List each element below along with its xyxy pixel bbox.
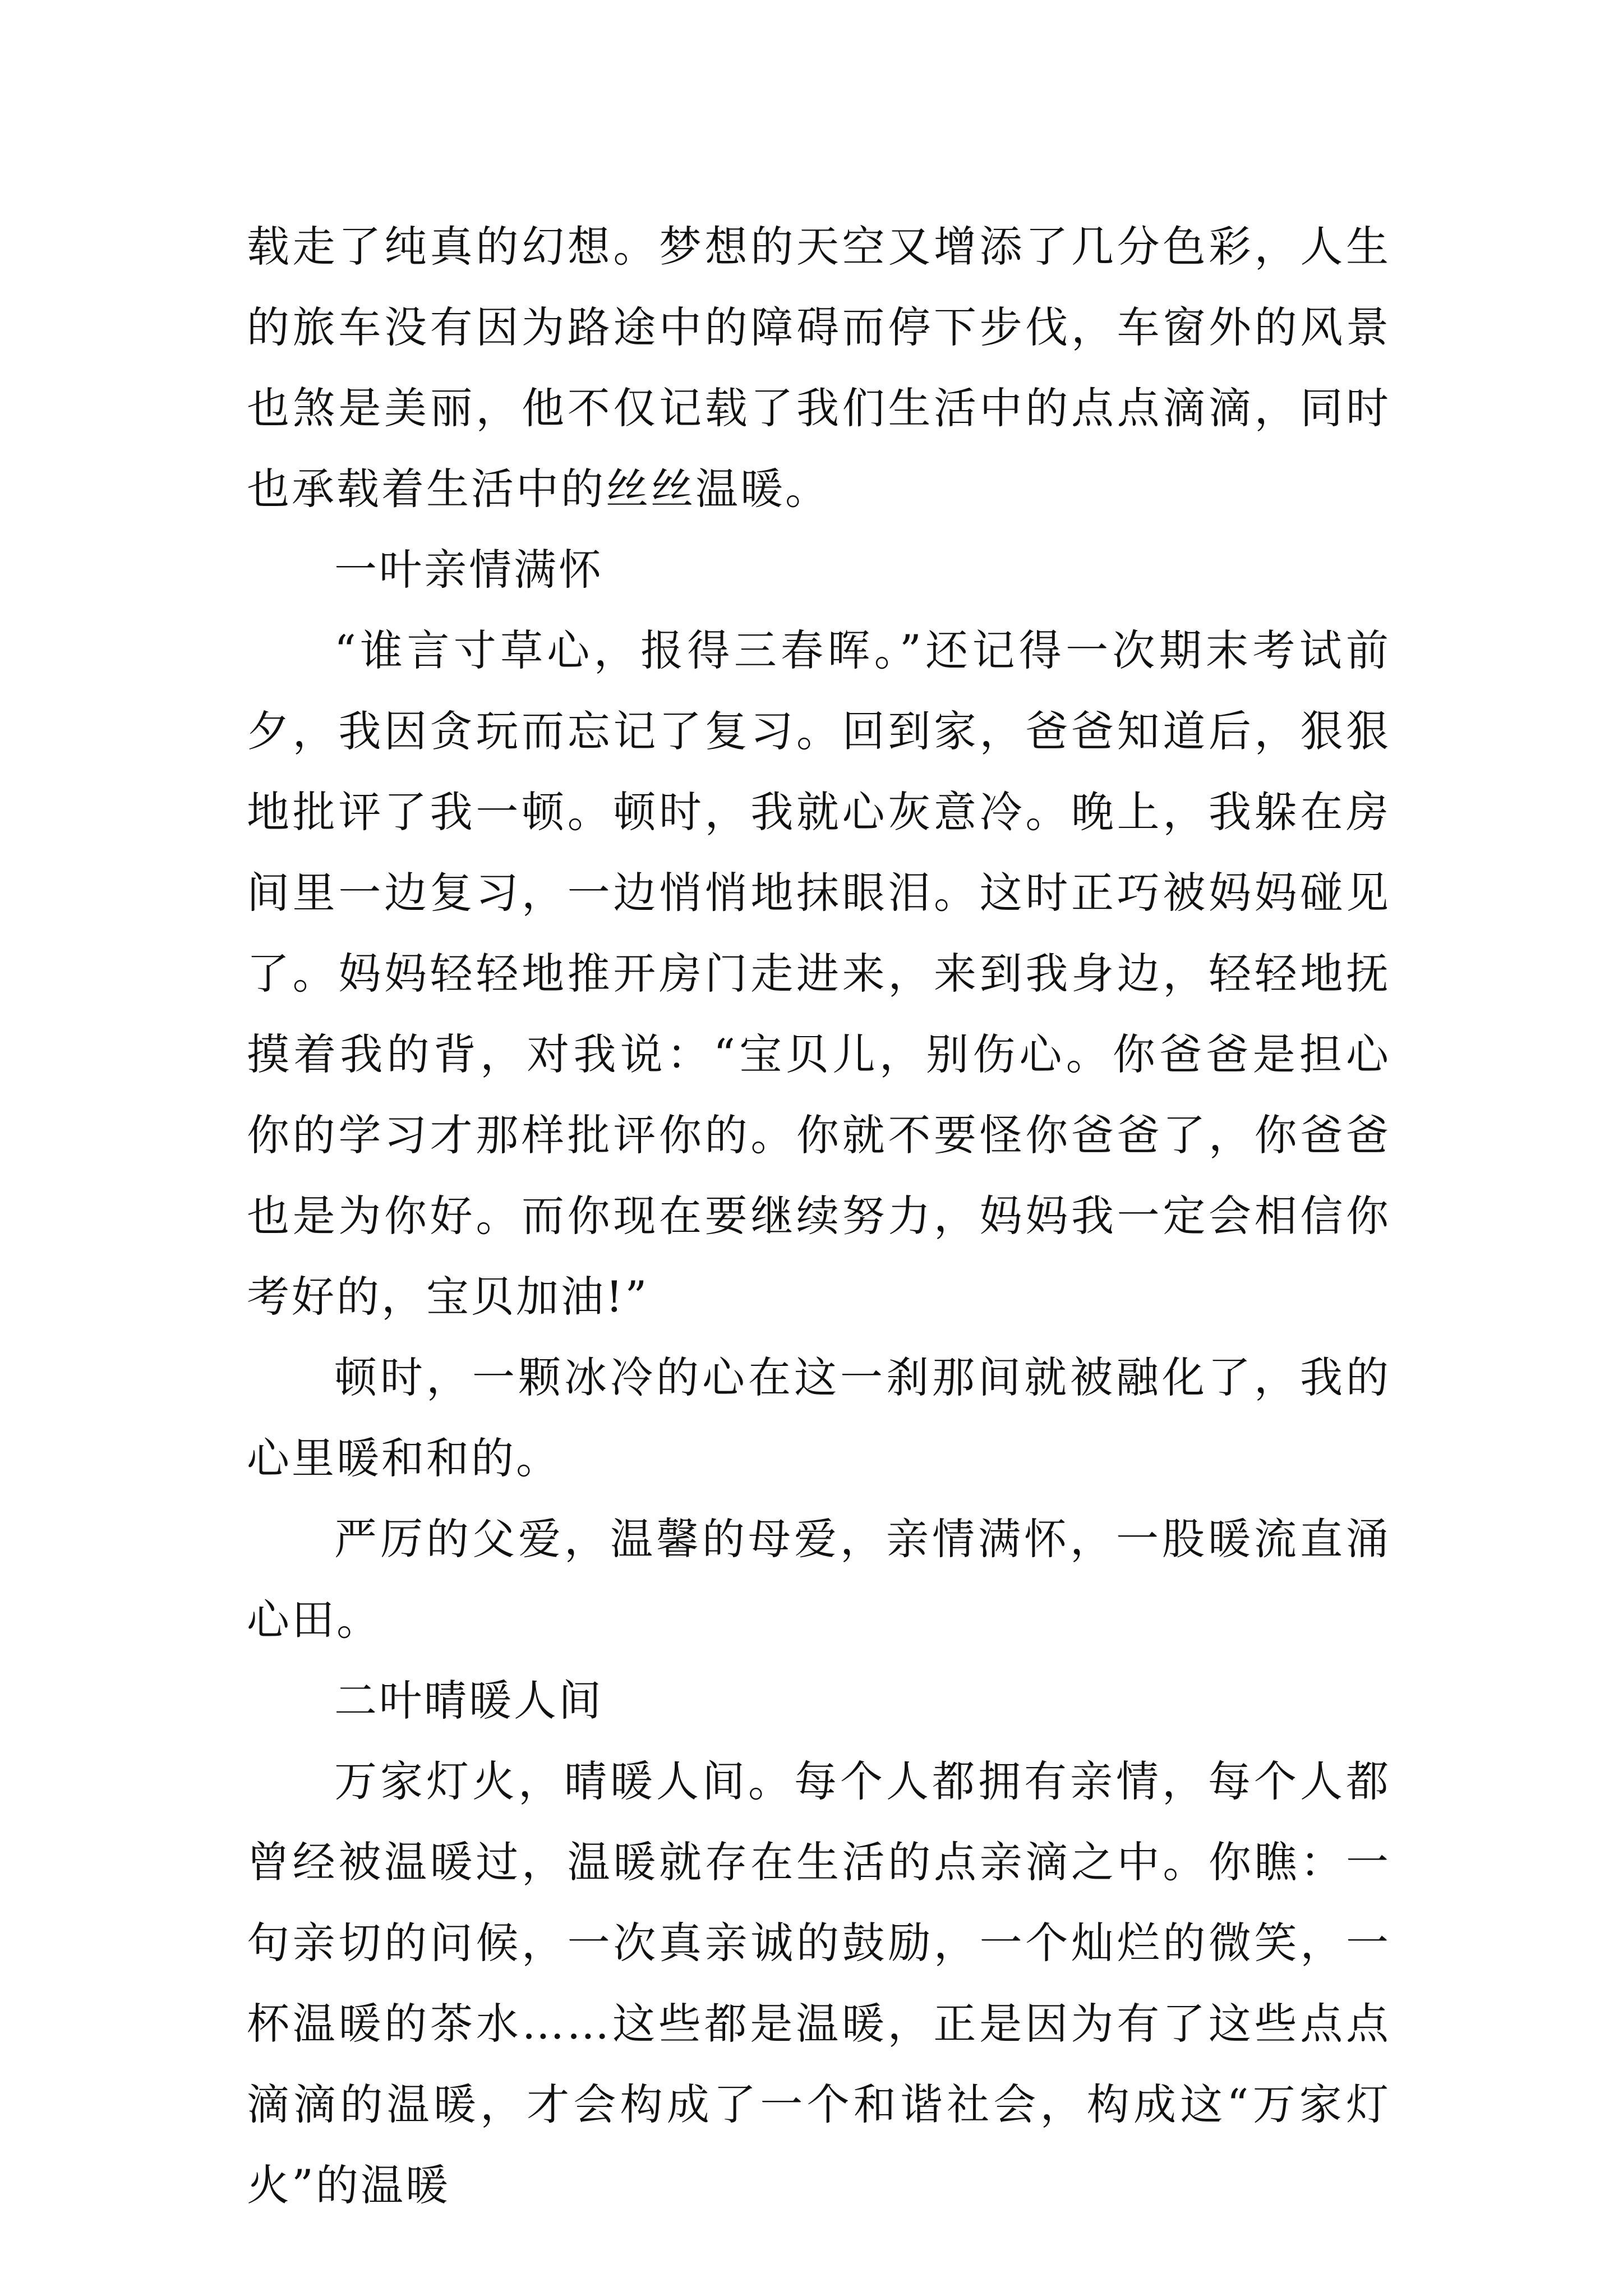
section-heading-family: 一叶亲情满怀	[334, 545, 603, 595]
paragraph-heart-warmed: 顿时，一颗冰冷的心在这一刹那间就被融化了，我的心里暖和和的。	[247, 1352, 1391, 1483]
paragraph-family-story: “谁言寸草心，报得三春晖。”还记得一次期末考试前夕，我因贪玩而忘记了复习。回到家，爸爸知道后，狠狠地批评了我一顿。顿时，我就心灰意冷。晚上，我躲在房间里一边复习，一边悄悄地抹眼泪。这时正巧被妈妈碰见了。妈妈轻轻地推开房门走进来，来到我身边，轻轻地抚摸着我的背，对我说：“宝贝儿，别伤心。你爸爸是担心你的学习才那样批评你的。你就不要怪你爸爸了，你爸爸也是为你好。而你现在要继续努力，妈妈我一定会相信你考好的，宝贝加油!”	[247, 625, 1391, 1322]
paragraph-world-warmth: 万家灯火，晴暖人间。每个人都拥有亲情，每个人都曾经被温暖过，温暖就存在生活的点亲滴之中。你瞧：一句亲切的问候，一次真亲诚的鼓励，一个灿烂的微笑，一杯温暖的茶水……这些都是温暖，正是因为有了这些点点滴滴的温暖，才会构成了一个和谐社会，构成这“万家灯火”的温暖	[247, 1756, 1391, 2210]
section-heading-world: 二叶晴暖人间	[334, 1676, 603, 1726]
paragraph-intro: 载走了纯真的幻想。梦想的天空又增添了几分色彩，人生的旅车没有因为路途中的障碍而停下步伐，车窗外的风景也煞是美丽，他不仅记载了我们生活中的点点滴滴，同时也承载着生活中的丝丝温暖。	[247, 222, 1391, 514]
paragraph-parental-love: 严厉的父爱，温馨的母爱，亲情满怀，一股暖流直涌心田。	[247, 1514, 1391, 1645]
document-body	[247, 206, 1391, 2226]
